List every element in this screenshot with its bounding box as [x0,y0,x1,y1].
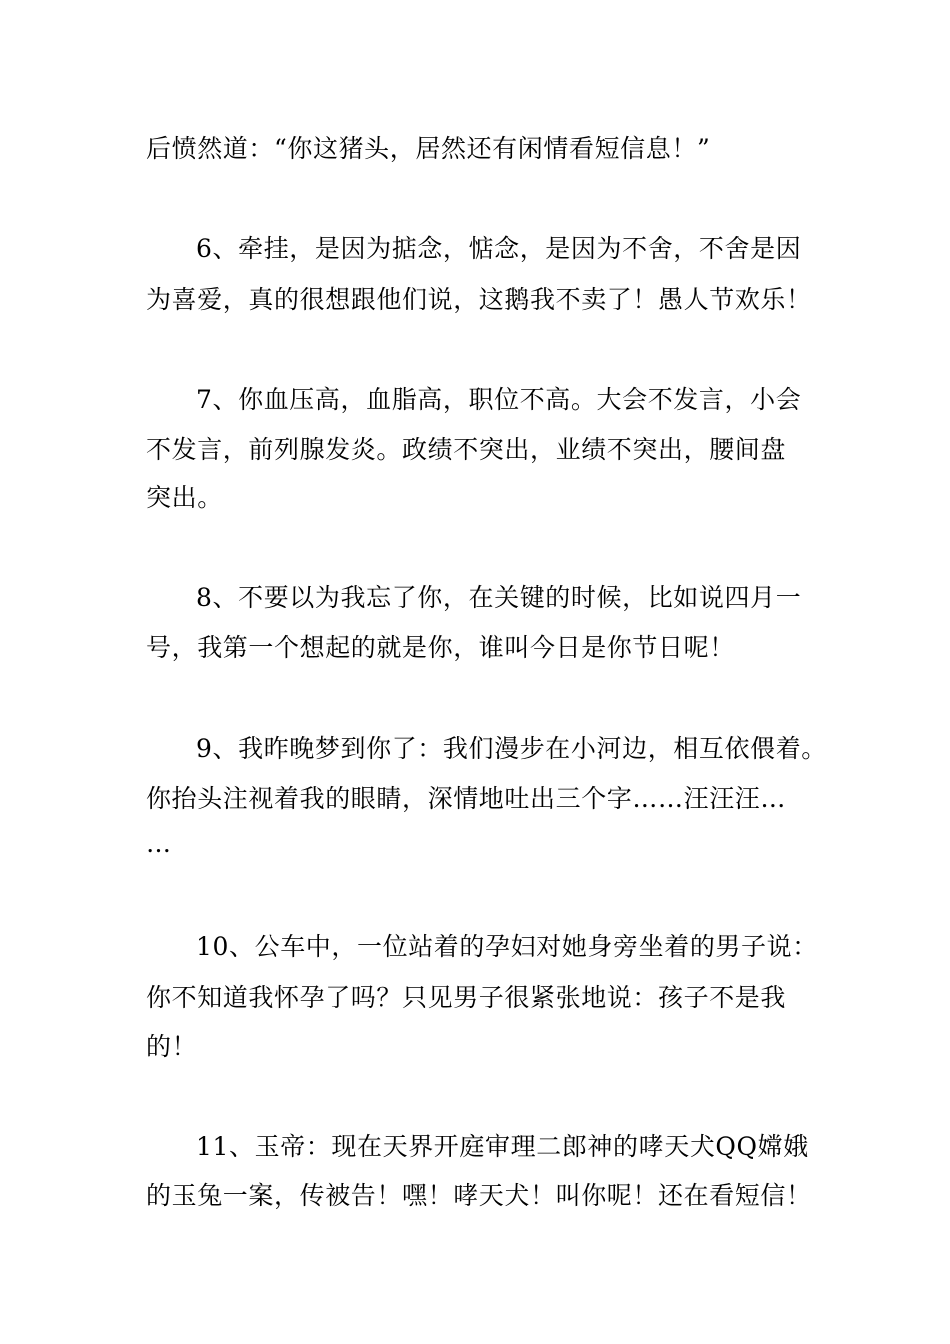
paragraph-10-line-2: 你不知道我怀孕了吗？只见男子很紧张地说：孩子不是我 [146,983,787,1012]
paragraph-11-line-1: 11、玉帝：现在天界开庭审理二郎神的哮天犬QQ嫦娥 [196,1132,809,1161]
paragraph-6-line-1: 6、牵挂，是因为掂念，惦念，是因为不舍，不舍是因 [196,234,802,263]
paragraph-6-line-2: 为喜爱，真的很想跟他们说，这鹅我不卖了！愚人节欢乐！ [146,285,812,314]
paragraph-7-line-1: 7、你血压高，血脂高，职位不高。大会不发言，小会 [196,385,802,414]
paragraph-10-line-1: 10、公车中，一位站着的孕妇对她身旁坐着的男子说： [196,932,818,961]
paragraph-7-line-2: 不发言，前列腺发炎。政绩不突出，业绩不突出，腰间盘 [146,435,787,464]
paragraph-8-line-1: 8、不要以为我忘了你，在关键的时候，比如说四月一 [196,583,802,612]
paragraph-11-line-2: 的玉兔一案，传被告！嘿！哮天犬！叫你呢！还在看短信！ [146,1181,812,1210]
paragraph-9-line-2: 你抬头注视着我的眼睛，深情地吐出三个字……汪汪汪… [146,784,787,813]
paragraph-8-line-2: 号，我第一个想起的就是你，谁叫今日是你节日呢！ [146,633,735,662]
paragraph-7-line-3: 突出。 [146,483,223,512]
paragraph-9-line-1: 9、我昨晚梦到你了：我们漫步在小河边，相互依偎着。 [196,734,827,763]
paragraph-10-line-3: 的！ [146,1032,198,1061]
paragraph-9-line-3: … [146,829,172,858]
paragraph-5-line-2: 后愤然道：“你这猪头，居然还有闲情看短信息！” [146,134,711,163]
